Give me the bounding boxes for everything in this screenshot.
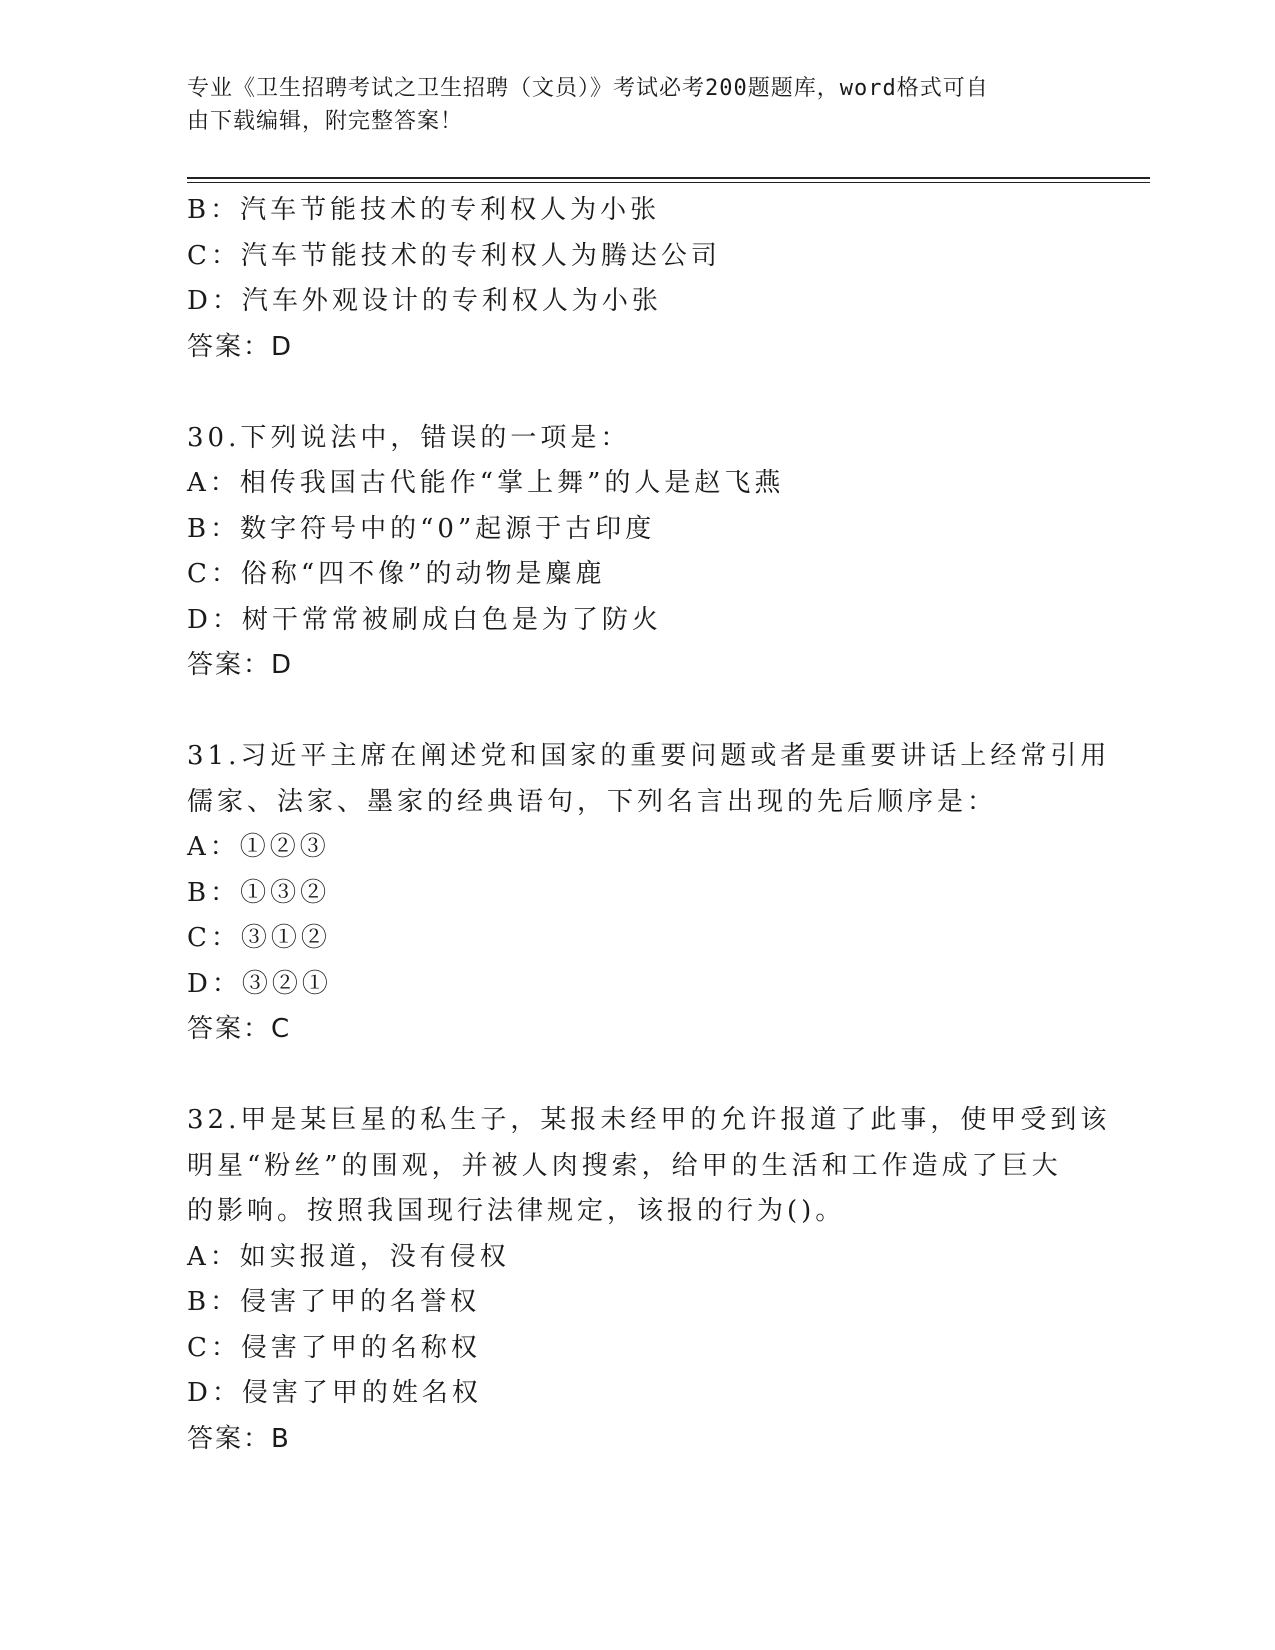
- header-divider: [187, 177, 1150, 183]
- header-line-2: 由下载编辑，附完整答案！: [187, 109, 464, 134]
- header-line-1: 专业《卫生招聘考试之卫生招聘（文员）》考试必考200题题库，word格式可自: [187, 76, 989, 101]
- answer-line: 答案：D: [187, 331, 294, 362]
- option-b: B：①③②: [187, 877, 331, 908]
- option-c: C：汽车节能技术的专利权人为腾达公司: [187, 240, 721, 271]
- option-a: A：如实报道，没有侵权: [187, 1241, 510, 1272]
- question-30: [187, 416, 1087, 689]
- question-29-continuation: [187, 188, 1087, 370]
- option-b: B：侵害了甲的名誉权: [187, 1287, 481, 1317]
- option-b: B：数字符号中的“0”起源于古印度: [187, 513, 656, 544]
- question-stem: 明星“粉丝”的围观，并被人肉搜索，给甲的生活和工作造成了巨大: [187, 1150, 1062, 1181]
- question-31: [187, 734, 1111, 1053]
- option-c: C：③①②: [187, 923, 331, 953]
- question-stem: 32.甲是某巨星的私生子，某报未经甲的允许报道了此事，使甲受到该: [187, 1105, 1111, 1135]
- option-d: D：侵害了甲的姓名权: [187, 1378, 482, 1408]
- answer-line: 答案：B: [187, 1423, 291, 1454]
- spacer: [187, 689, 1087, 735]
- question-stem: 31.习近平主席在阐述党和国家的重要问题或者是重要讲话上经常引用: [187, 741, 1111, 771]
- question-stem: 30.下列说法中，错误的一项是：: [187, 422, 631, 453]
- option-a: A：①②③: [187, 832, 330, 862]
- option-d: D：汽车外观设计的专利权人为小张: [187, 286, 662, 316]
- question-32: [187, 1098, 1111, 1462]
- question-list: [187, 188, 1111, 1462]
- question-stem: 儒家、法家、墨家的经典语句，下列名言出现的先后顺序是：: [187, 786, 998, 817]
- spacer: [187, 1053, 1087, 1099]
- option-d: D：③②①: [187, 968, 332, 999]
- option-c: C：俗称“四不像”的动物是麋鹿: [187, 559, 606, 589]
- answer-line: 答案：C: [187, 1014, 292, 1044]
- option-d: D：树干常常被刷成白色是为了防火: [187, 604, 662, 635]
- option-b: B：汽车节能技术的专利权人为小张: [187, 195, 661, 225]
- answer-line: 答案：D: [187, 650, 294, 680]
- option-c: C：侵害了甲的名称权: [187, 1332, 481, 1363]
- question-stem: 的影响。按照我国现行法律规定，该报的行为()。: [187, 1196, 846, 1226]
- spacer: [187, 370, 1087, 416]
- document-header: [187, 72, 1067, 138]
- option-a: A：相传我国古代能作“掌上舞”的人是赵飞燕: [187, 468, 785, 498]
